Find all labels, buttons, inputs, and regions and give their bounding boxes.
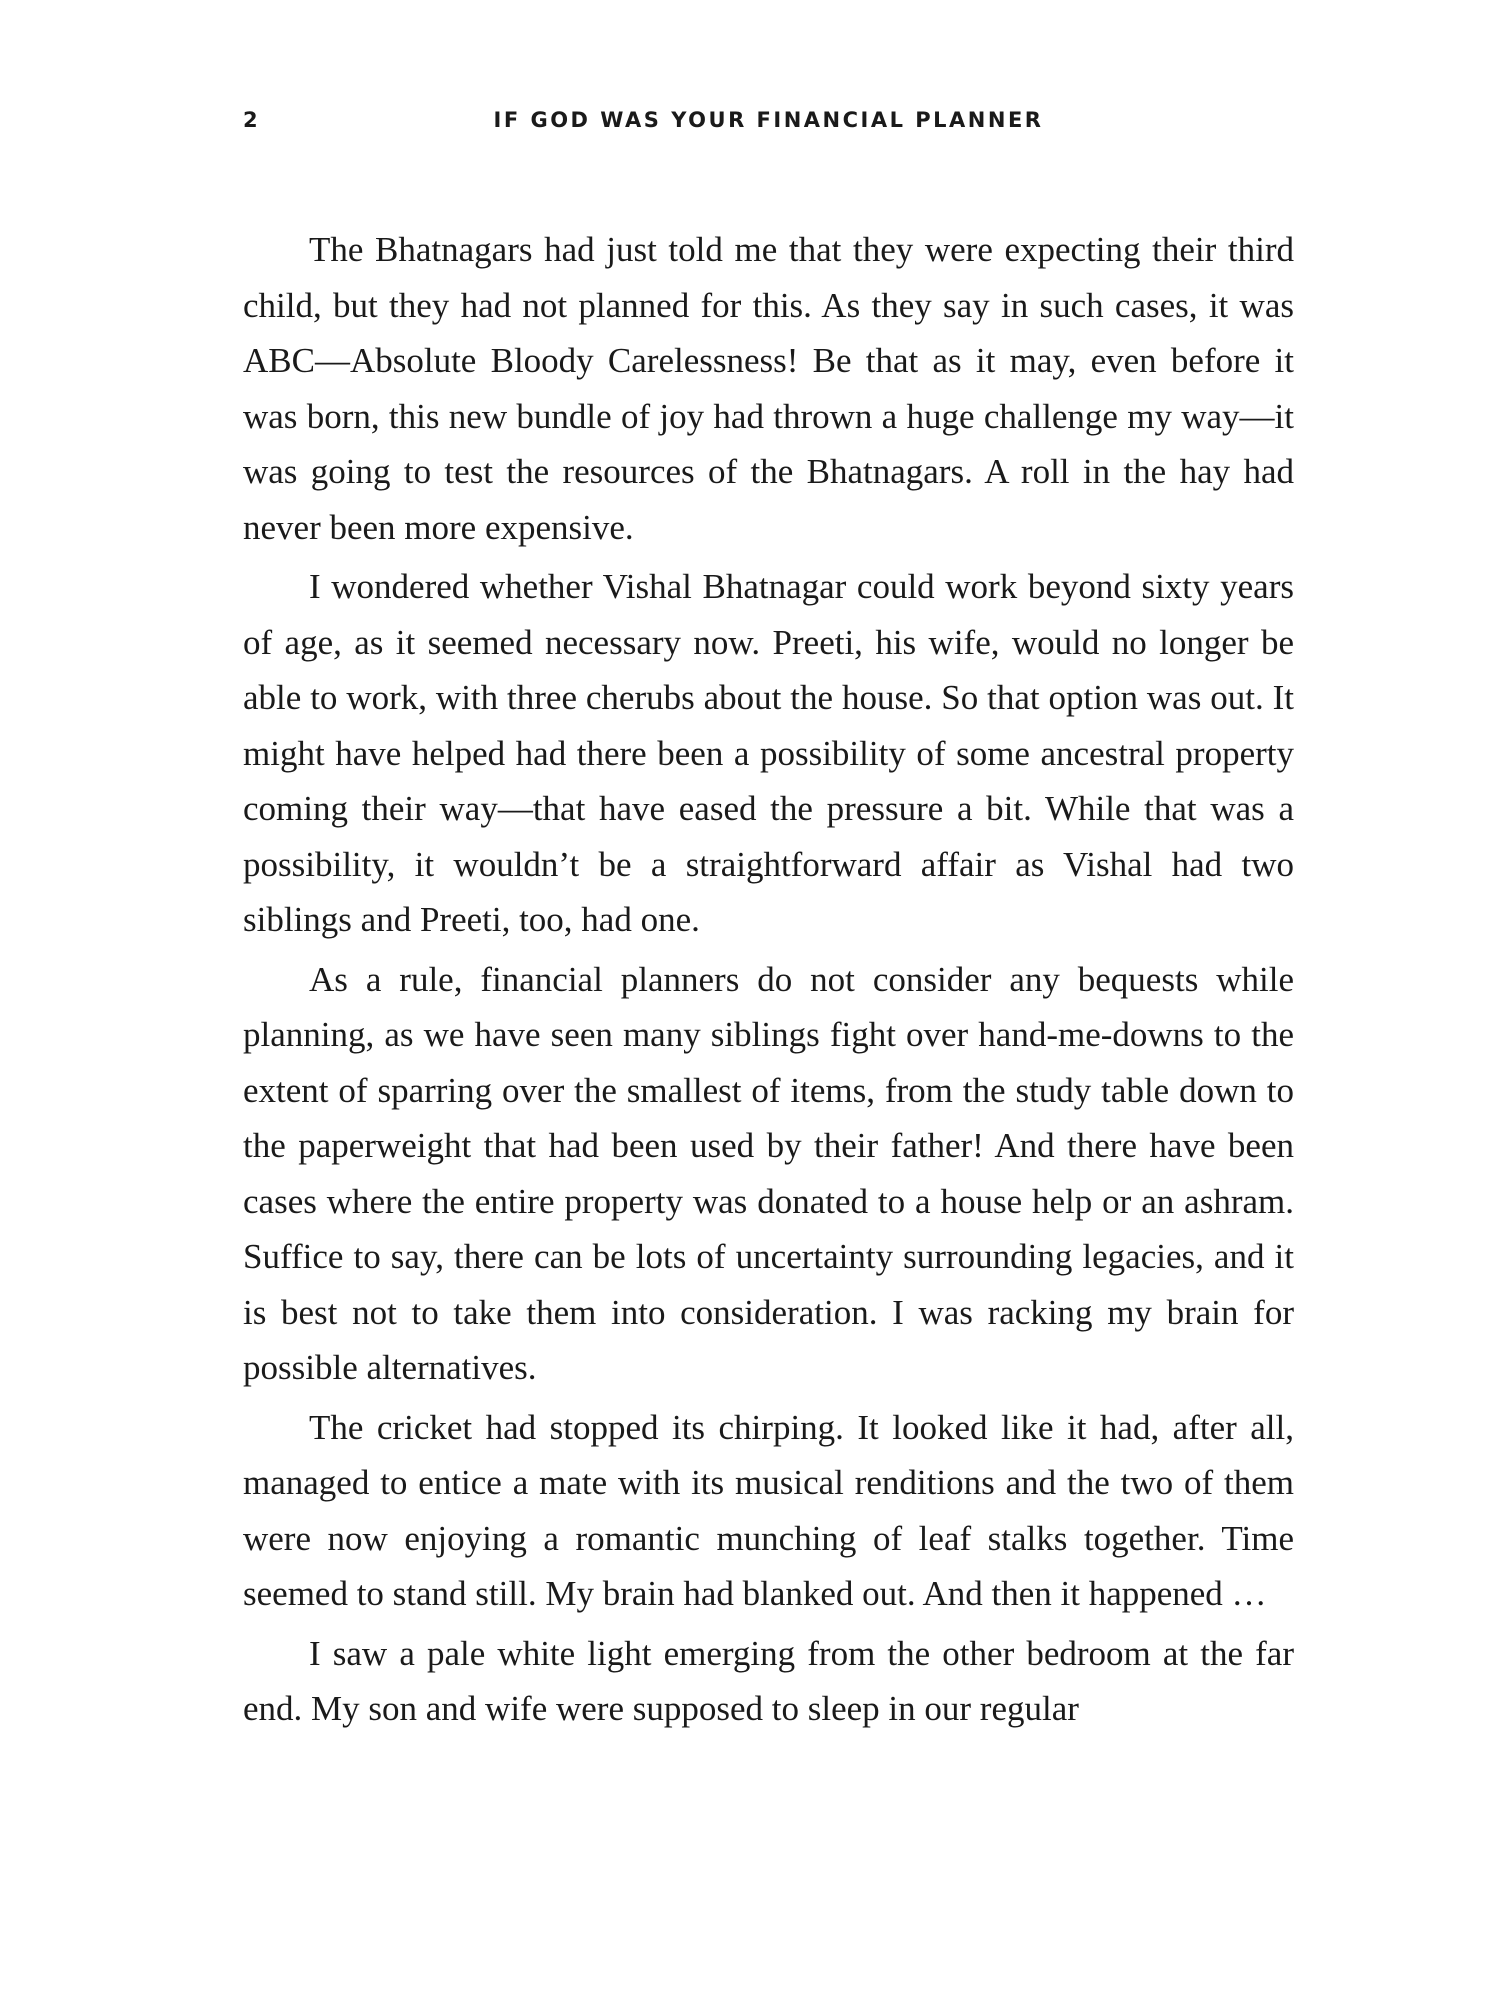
running-head [243, 108, 1294, 148]
paragraph: I wondered whether Vishal Bhatnagar could work beyond sixty years of age, as it seemed necessary now. Preeti, his wife, would no longer be able to work, with three cherubs about the house. So that option was out. It might have helped had there been a possibility of some ancestral property coming their way—that have eased the pressure a bit. While that was a possibility, it wouldn’t be a straightforward affair as Vishal had two siblings and Preeti, too, had one. [243, 567, 1294, 939]
body-text [243, 222, 1294, 1741]
paragraph: As a rule, financial planners do not consider any bequests while planning, as we have seen many siblings fight over hand-me-downs to the extent of sparring over the smallest of items, from the study table down to the paperweight that had been used by their father! And there have been cases where the entire property was donated to a house help or an ashram. Suffice to say, there can be lots of uncertainty surrounding legacies, and it is best not to take them into consideration. I was racking my brain for possible alternatives. [243, 959, 1294, 1387]
paragraph: I saw a pale white light emerging from the other bedroom at the far end. My son and wife were supposed to sleep in our regular [243, 1633, 1294, 1728]
book-title: IF GOD WAS YOUR FINANCIAL PLANNER [493, 108, 1044, 132]
page-number: 2 [243, 108, 261, 132]
paragraph: The Bhatnagars had just told me that they were expecting their third child, but they had not planned for this. As they say in such cases, it was ABC—Absolute Bloody Carelessness! Be that as it may, even before it was born, this new bundle of joy had thrown a huge challenge my way—it was going to test the resources of the Bhatnagars. A roll in the hay had never been more expensive. [243, 230, 1294, 547]
paragraph: The cricket had stopped its chirping. It looked like it had, after all, managed to entice a mate with its musical renditions and the two of them were now enjoying a romantic munching of leaf stalks together. Time seemed to stand still. My brain had blanked out. And then it happened … [243, 1407, 1294, 1613]
